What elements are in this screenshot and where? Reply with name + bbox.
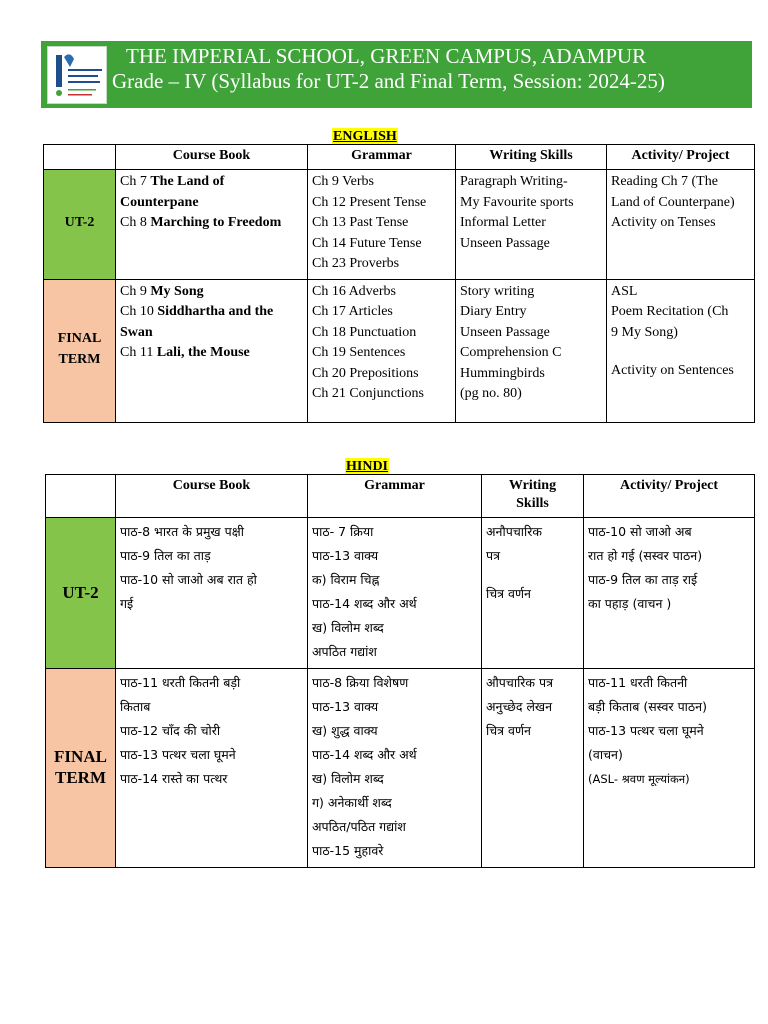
english-header-row (44, 145, 755, 170)
writing-item: Story writing (460, 283, 535, 299)
grammar-item: Ch 9 Verbs (312, 174, 374, 189)
english-final-grammar (308, 279, 456, 422)
activity-item: Poem Recitation (Ch (611, 304, 729, 319)
term-label-line: TERM (58, 351, 101, 367)
activity-item: 9 My Song) (611, 324, 678, 340)
grammar-item: ख) विलोम शब्द (312, 620, 384, 635)
course-line: Counterpane (120, 194, 199, 210)
english-ut2-row (44, 170, 755, 280)
hindi-ut2-writing (482, 518, 584, 669)
hindi-ut2-grammar (308, 518, 482, 669)
writing-item: अनौपचारिक (486, 524, 542, 539)
grammar-item: Ch 18 Punctuation (312, 324, 417, 340)
grammar-item: ख) शुद्ध वाक्य (312, 723, 378, 738)
writing-item: चित्र वर्णन (486, 586, 531, 601)
col-activity-project: Activity/ Project (607, 145, 755, 170)
grammar-item: Ch 13 Past Tense (312, 215, 409, 230)
grammar-item: Ch 16 Adverbs (312, 283, 396, 299)
grammar-item: Ch 20 Prepositions (312, 365, 419, 381)
school-logo (47, 46, 107, 104)
school-crest-icon (48, 47, 106, 103)
grammar-item: Ch 14 Future Tense (312, 235, 422, 251)
grammar-item: Ch 21 Conjunctions (312, 386, 425, 401)
writing-item: औपचारिक पत्र (486, 675, 553, 690)
hindi-ut2-activity (584, 518, 755, 669)
course-line: पाठ-10 सो जाओ अब रात हो (120, 572, 257, 587)
hindi-final-course (116, 669, 308, 868)
course-line: Ch 11 Lali, the Mouse (120, 345, 250, 360)
hindi-syllabus-table (45, 474, 755, 868)
activity-item: (वाचन) (588, 747, 623, 762)
grammar-item: ख) विलोम शब्द (312, 771, 384, 786)
english-final-course (116, 279, 308, 422)
hindi-final-grammar (308, 669, 482, 868)
course-line: Ch 10 Siddhartha and the (120, 304, 274, 319)
activity-item: बड़ी किताब (सस्वर पाठन) (588, 699, 707, 714)
school-name: THE IMPERIAL SCHOOL, GREEN CAMPUS, ADAMPUR (126, 44, 647, 68)
term-label-line: FINAL (54, 747, 107, 766)
activity-item: Reading Ch 7 (The (611, 174, 718, 189)
writing-item: Comprehension C (460, 345, 562, 360)
english-final-writing (456, 279, 607, 422)
syllabus-subtitle: Grade – IV (Syllabus for UT-2 and Final Term, Session: 2024-25) (112, 69, 665, 93)
empty-header-cell (46, 475, 116, 518)
activity-item: रात हो गई (सस्वर पाठन) (588, 548, 703, 563)
hindi-final-writing (482, 669, 584, 868)
course-line: Swan (120, 324, 153, 340)
grammar-item: Ch 19 Sentences (312, 345, 406, 360)
hindi-subject-label: HINDI (346, 459, 389, 474)
activity-item: Activity on Sentences (611, 363, 734, 378)
col-grammar: Grammar (308, 145, 456, 170)
writing-item: My Favourite sports (460, 194, 574, 210)
grammar-item: पाठ-13 वाक्य (312, 699, 379, 714)
course-line: पाठ-9 तिल का ताड़ (120, 548, 211, 563)
activity-item: पाठ-11 धरती कितनी (588, 675, 688, 690)
writing-item: पत्र (486, 548, 501, 563)
english-ut2-activity (607, 170, 755, 280)
hindi-header-row (46, 475, 755, 518)
course-line: Ch 8 Marching to Freedom (120, 215, 282, 230)
grammar-item: पाठ-14 शब्द और अर्थ (312, 596, 417, 611)
col-writing-skills: Writing Skills (482, 475, 584, 518)
writing-item: (pg no. 80) (460, 386, 522, 401)
grammar-item: क) विराम चिह्न (312, 572, 380, 587)
hindi-final-activity (584, 669, 755, 868)
col-activity-project: Activity/ Project (584, 475, 755, 518)
course-line: पाठ-12 चाँद की चोरी (120, 723, 221, 738)
english-ut2-course (116, 170, 308, 280)
writing-item: Unseen Passage (460, 235, 550, 251)
hindi-ut2-course (116, 518, 308, 669)
grammar-item: पाठ- 7 क्रिया (312, 524, 374, 539)
activity-item: पाठ-13 पत्थर चला घूमने (588, 723, 704, 738)
grammar-item: Ch 17 Articles (312, 304, 393, 319)
course-line: किताब (120, 699, 151, 714)
col-course-book: Course Book (116, 145, 308, 170)
term-ut2: UT-2 (46, 518, 116, 669)
english-ut2-writing (456, 170, 607, 280)
col-grammar: Grammar (308, 475, 482, 518)
hindi-final-row (46, 669, 755, 868)
english-subject-label: ENGLISH (333, 129, 397, 144)
activity-item: (ASL- श्रवण मूल्यांकन) (588, 772, 690, 786)
course-line: पाठ-13 पत्थर चला घूमने (120, 747, 236, 762)
course-line: गई (120, 596, 134, 611)
grammar-item: पाठ-8 क्रिया विशेषण (312, 675, 409, 690)
activity-item: पाठ-10 सो जाओ अब (588, 524, 692, 539)
activity-item: Land of Counterpane) (611, 194, 735, 210)
english-final-activity (607, 279, 755, 422)
term-label-line: FINAL (57, 331, 102, 346)
grammar-item: ग) अनेकार्थी शब्द (312, 795, 392, 810)
term-final (44, 279, 116, 422)
grammar-item: पाठ-15 मुहावरे (312, 843, 384, 858)
grammar-item: पाठ-13 वाक्य (312, 548, 379, 563)
grammar-item: Ch 12 Present Tense (312, 194, 427, 210)
term-final (46, 669, 116, 868)
activity-item: पाठ-9 तिल का ताड़ राई (588, 572, 698, 587)
course-line: पाठ-14 रास्ते का पत्थर (120, 771, 228, 786)
col-writing-skills: Writing Skills (456, 145, 607, 170)
activity-item: Activity on Tenses (611, 215, 716, 230)
english-final-row (44, 279, 755, 422)
activity-item: ASL (611, 283, 638, 299)
activity-item: का पहाड़ (वाचन ) (588, 596, 672, 611)
writing-item: Informal Letter (460, 215, 546, 230)
course-line: Ch 7 The Land of (120, 174, 225, 189)
writing-item: Diary Entry (460, 304, 527, 319)
english-ut2-grammar (308, 170, 456, 280)
grammar-item: अपठित गद्यांश (312, 644, 377, 659)
course-line: Ch 9 My Song (120, 283, 204, 299)
writing-item: Paragraph Writing- (460, 174, 568, 189)
writing-item: चित्र वर्णन (486, 723, 531, 738)
grammar-item: पाठ-14 शब्द और अर्थ (312, 747, 417, 762)
course-line: पाठ-8 भारत के प्रमुख पक्षी (120, 524, 244, 539)
empty-header-cell (44, 145, 116, 170)
course-line: पाठ-11 धरती कितनी बड़ी (120, 675, 241, 690)
writing-item: Unseen Passage (460, 324, 550, 340)
english-syllabus-table (43, 144, 755, 423)
term-ut2: UT-2 (44, 170, 116, 280)
header-banner (41, 41, 752, 108)
hindi-ut2-row (46, 518, 755, 669)
writing-item: अनुच्छेद लेखन (486, 699, 553, 714)
writing-item: Hummingbirds (460, 365, 545, 381)
grammar-item: Ch 23 Proverbs (312, 256, 400, 271)
grammar-item: अपठित/पठित गद्यांश (312, 819, 406, 834)
col-course-book: Course Book (116, 475, 308, 518)
term-label-line: TERM (55, 768, 106, 787)
